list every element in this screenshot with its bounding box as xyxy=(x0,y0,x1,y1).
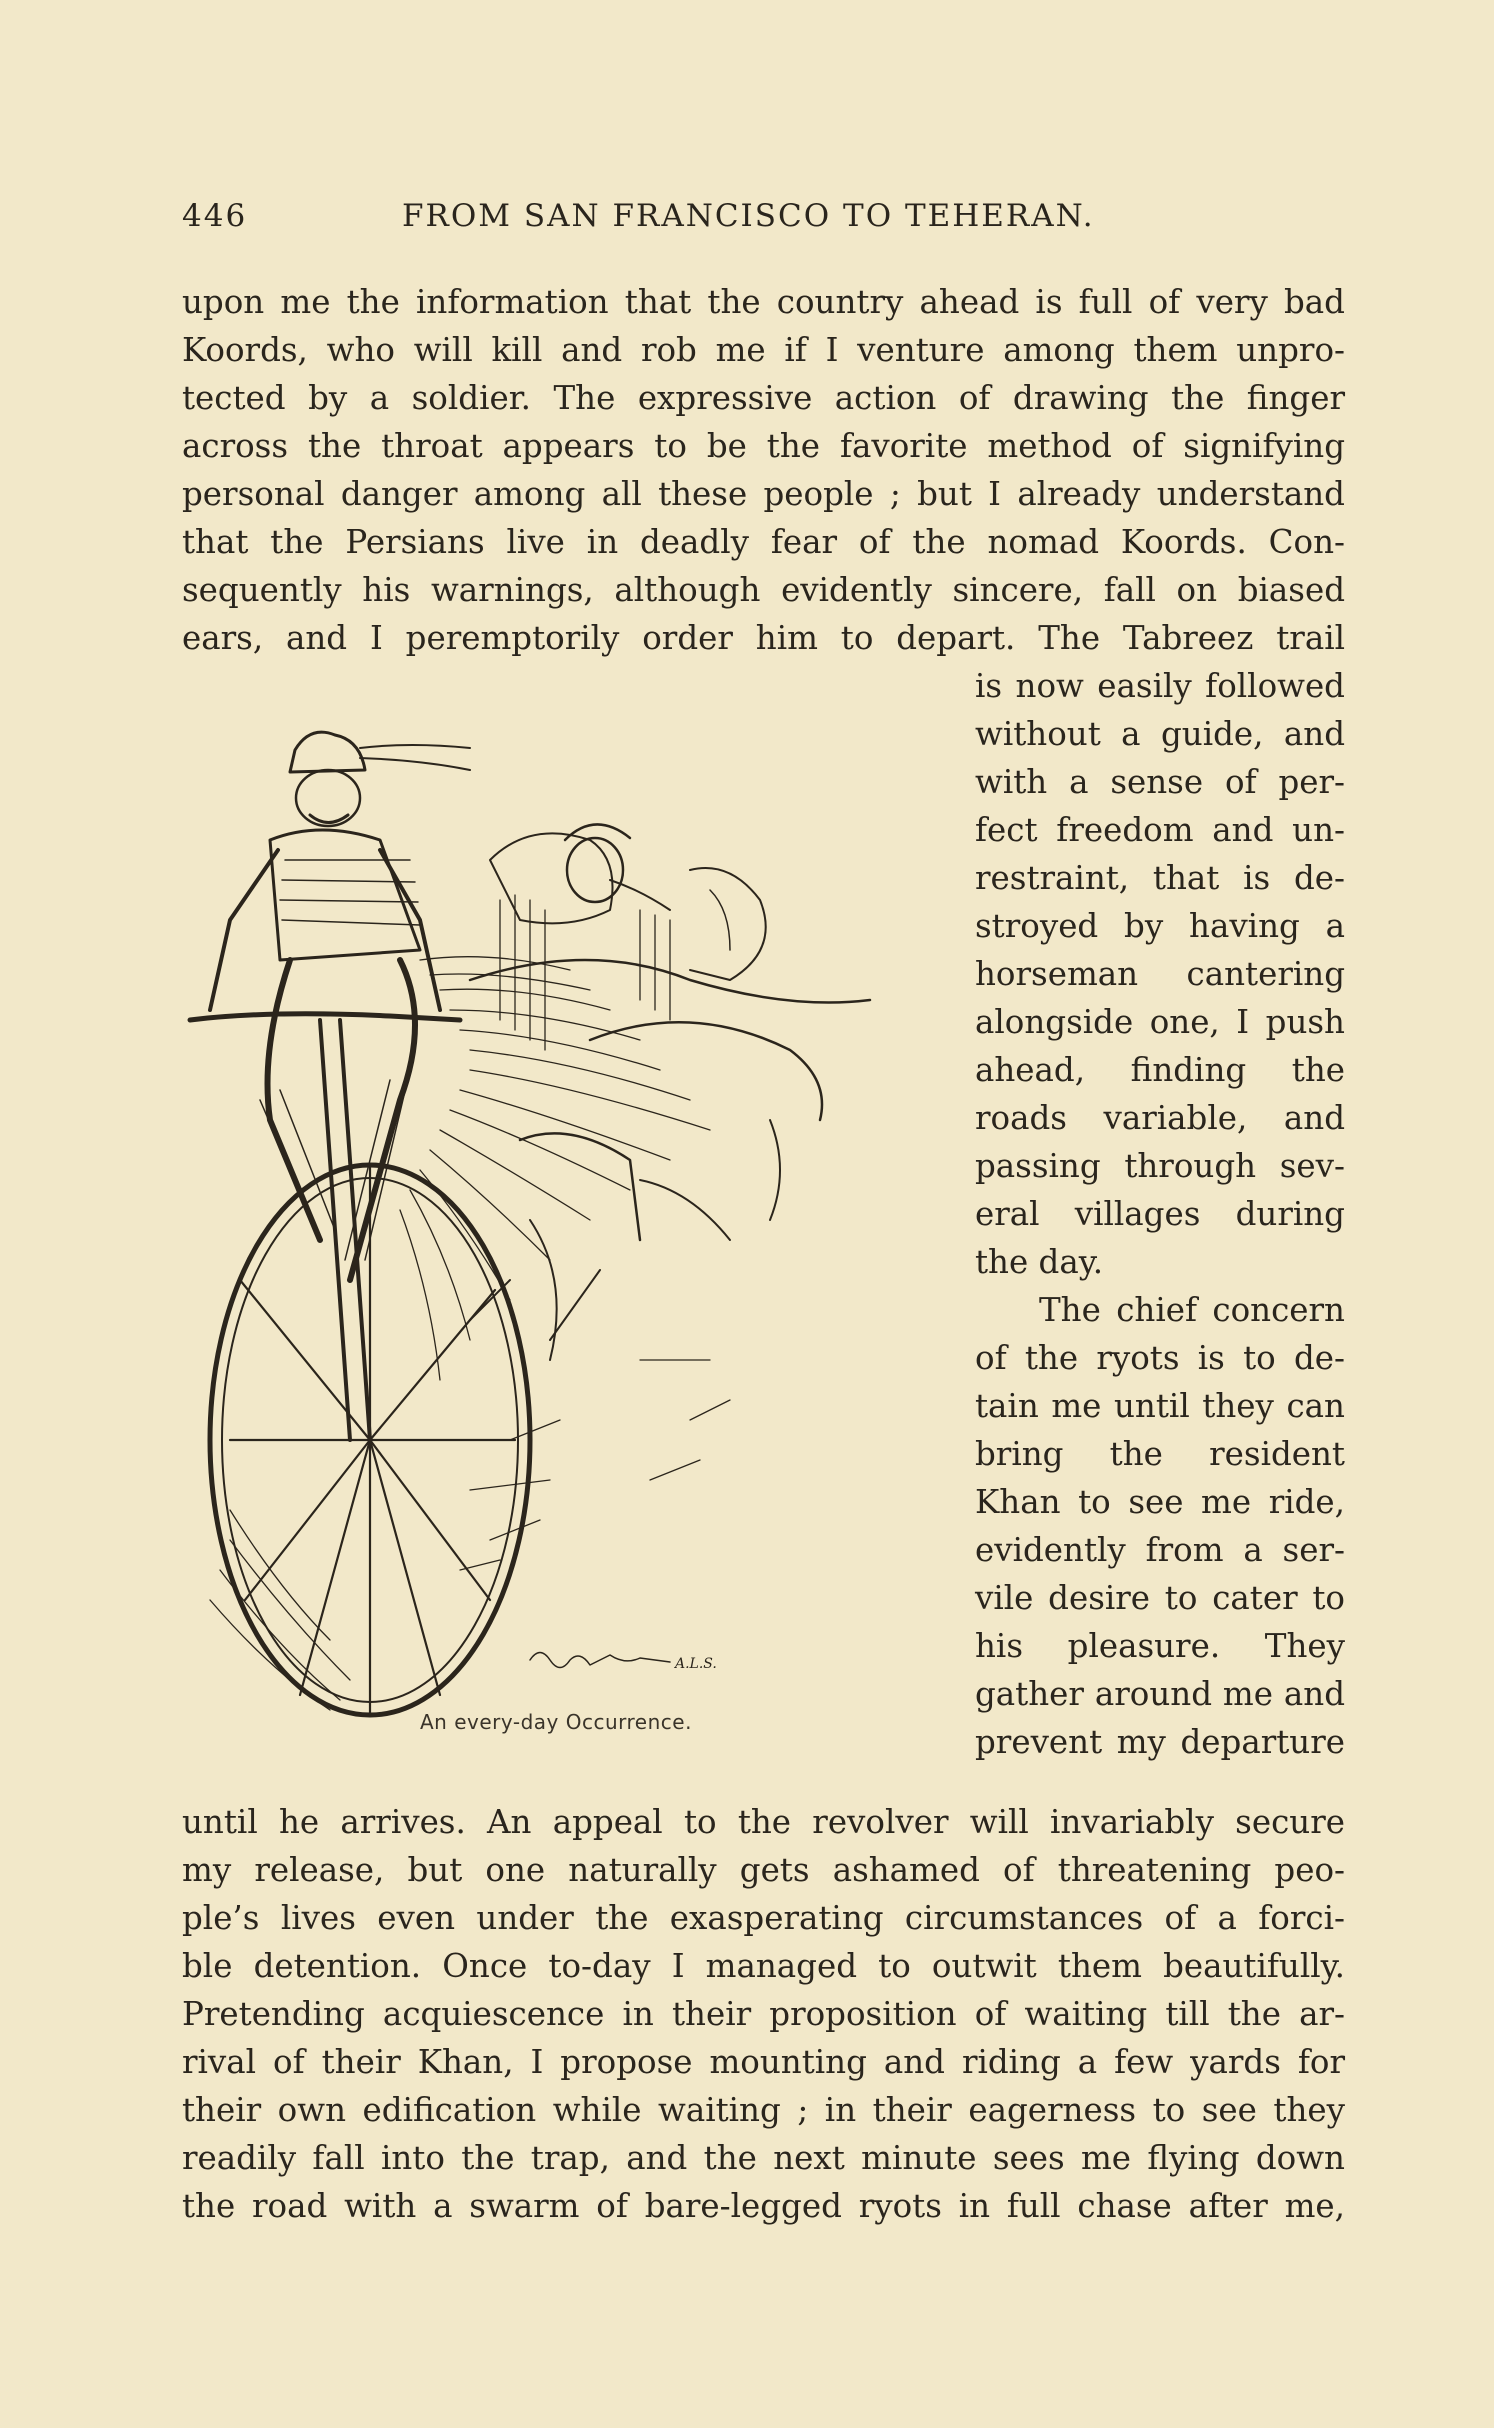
text-line: of the ryots is to de- xyxy=(975,1339,1345,1377)
page-number: 446 xyxy=(182,198,248,234)
text-line: evidently from a ser- xyxy=(975,1531,1345,1569)
text-line: Khan to see me ride, xyxy=(975,1483,1345,1521)
text-line: tected by a soldier. The expressive action of drawing the finger xyxy=(182,379,1345,417)
running-head xyxy=(182,198,1345,248)
text-line: restraint, that is de- xyxy=(975,859,1345,897)
text-line: stroyed by having a xyxy=(975,907,1345,945)
handlebar xyxy=(190,1014,460,1020)
text-line: eral villages during xyxy=(975,1195,1345,1233)
text-line: prevent my departure xyxy=(975,1723,1345,1761)
signature-text: A.L.S. xyxy=(675,1656,717,1672)
text-line: alongside one, I push xyxy=(975,1003,1345,1041)
text-line: across the throat appears to be the favorite method of signifying xyxy=(182,427,1345,465)
text-line: bring the resident xyxy=(975,1435,1345,1473)
text-line: horseman cantering xyxy=(975,955,1345,993)
text-line: tain me until they can xyxy=(975,1387,1345,1425)
text-line: The chief concern xyxy=(1039,1291,1345,1329)
text-line: roads variable, and xyxy=(975,1099,1345,1137)
text-line: rival of their Khan, I propose mounting and riding a few yards for xyxy=(182,2043,1345,2081)
text-line: ears, and I peremptorily order him to depart. The Tabreez trail xyxy=(182,619,1345,657)
text-line: ble detention. Once to-day I managed to outwit them beautifully. xyxy=(182,1947,1345,1985)
text-line: Koords, who will kill and rob me if I venture among them unpro- xyxy=(182,331,1345,369)
text-line: until he arrives. An appeal to the revolver will invariably secure xyxy=(182,1803,1345,1841)
text-line: personal danger among all these people ; but I already understand xyxy=(182,475,1345,513)
text-line: with a sense of per- xyxy=(975,763,1345,801)
text-line: vile desire to cater to xyxy=(975,1579,1345,1617)
text-line: my release, but one naturally gets ashamed of threatening peo- xyxy=(182,1851,1345,1889)
text-line: is now easily followed xyxy=(975,667,1345,705)
text-line: without a guide, and xyxy=(975,715,1345,753)
horseman xyxy=(490,824,766,980)
text-line: that the Persians live in deadly fear of the nomad Koords. Con- xyxy=(182,523,1345,561)
running-title: FROM SAN FRANCISCO TO TEHERAN. xyxy=(402,198,1095,234)
text-line: upon me the information that the country ahead is full of very bad xyxy=(182,283,1345,321)
text-line: their own edification while waiting ; in their eagerness to see they xyxy=(182,2091,1345,2129)
text-line: ple’s lives even under the exasperating circumstances of a forci- xyxy=(182,1899,1345,1937)
text-line: gather around me and xyxy=(975,1675,1345,1713)
text-line: the road with a swarm of bare-legged ryots in full chase after me, xyxy=(182,2187,1345,2225)
motion-lines xyxy=(210,895,730,1710)
artist-signature xyxy=(530,1653,670,1668)
text-line: the day. xyxy=(975,1243,1104,1281)
illustration xyxy=(170,720,950,1730)
text-line: sequently his warnings, although evidently sincere, fall on biased xyxy=(182,571,1345,609)
text-line: fect freedom and un- xyxy=(975,811,1345,849)
text-line: ahead, finding the xyxy=(975,1051,1345,1089)
text-line: passing through sev- xyxy=(975,1147,1345,1185)
cyclist-illustration xyxy=(170,720,950,1730)
figure-caption: An every-day Occurrence. xyxy=(420,1710,692,1734)
text-line: readily fall into the trap, and the next minute sees me flying down xyxy=(182,2139,1345,2177)
text-line: his pleasure. They xyxy=(975,1627,1345,1665)
text-line: Pretending acquiescence in their proposition of waiting till the ar- xyxy=(182,1995,1345,2033)
rider xyxy=(210,732,470,1280)
